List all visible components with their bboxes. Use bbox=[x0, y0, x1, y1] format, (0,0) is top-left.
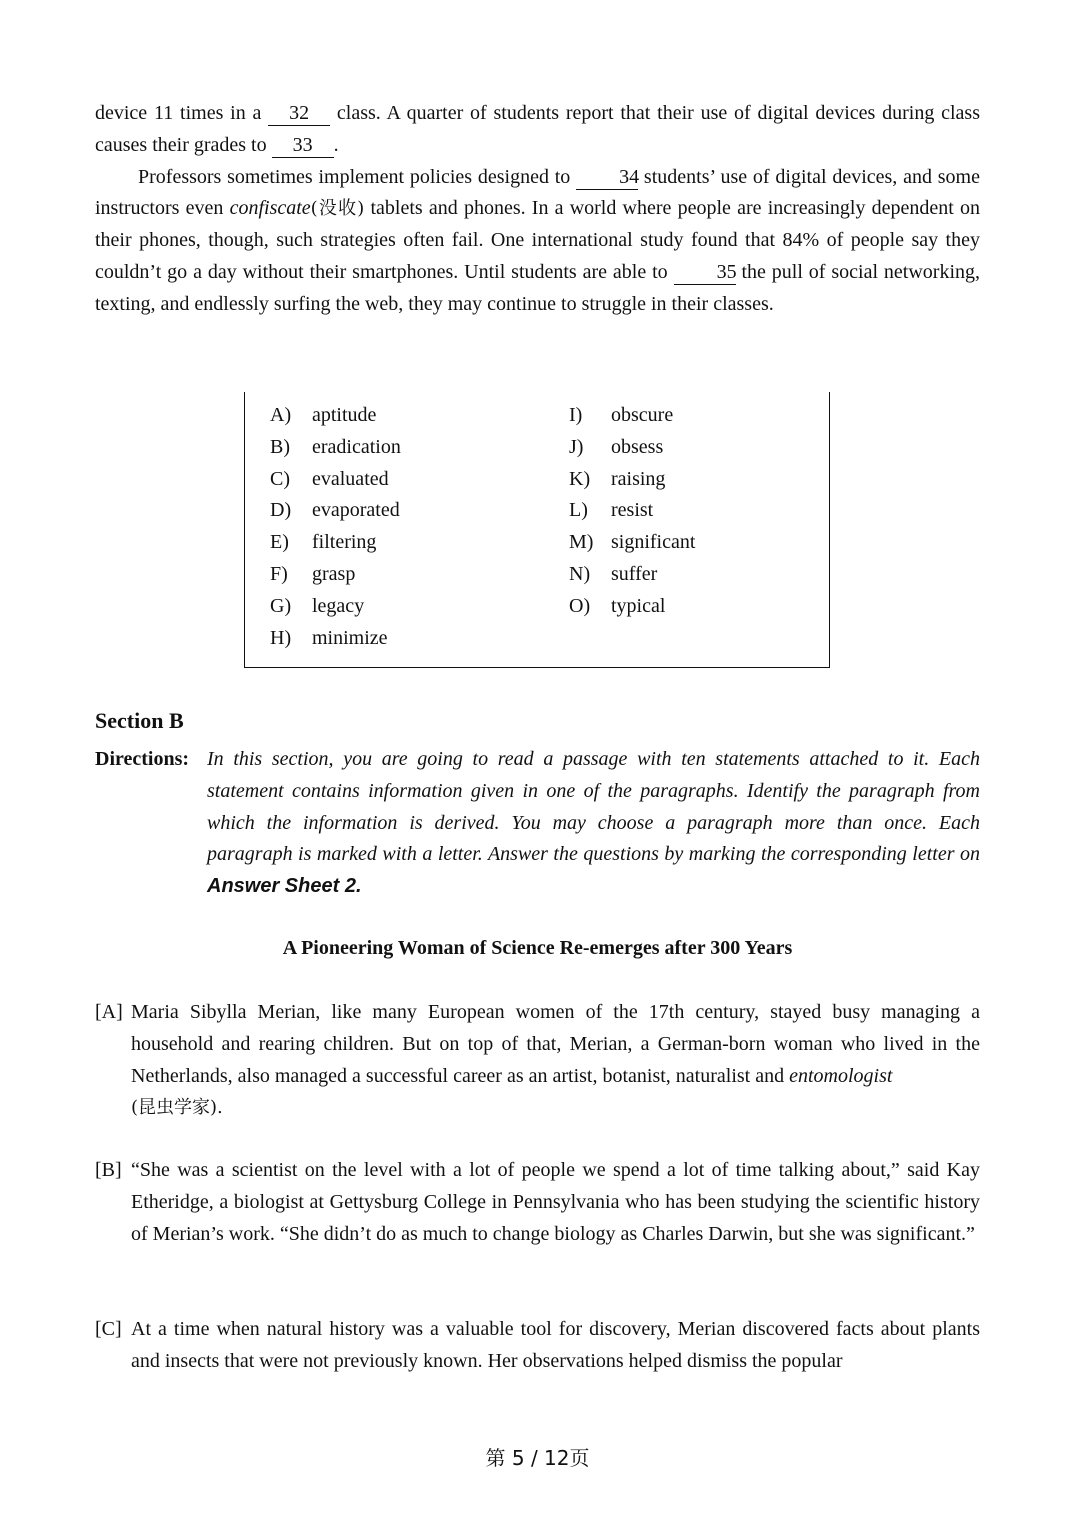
directions-body: In this section, you are going to read a passage with ten statements attached to it. Each statement contains information given in one of the paragraphs. Identify the paragraph from which the information is derived. You may choose a paragraph more than once. Each paragraph is marked with a letter. Answer the questions by marking the corresponding letter on bbox=[207, 748, 980, 866]
paragraph-tag: [C] bbox=[95, 1318, 122, 1340]
section-b-title: Section B bbox=[95, 708, 184, 733]
word-option bbox=[569, 527, 695, 559]
option-word: evaluated bbox=[312, 467, 389, 490]
word-option bbox=[270, 432, 401, 464]
text-run: Professors sometimes implement policies designed to bbox=[138, 165, 577, 188]
option-word: legacy bbox=[312, 594, 365, 617]
word-option bbox=[270, 464, 401, 496]
passage-a-paragraph-1 bbox=[95, 98, 980, 162]
option-letter: C) bbox=[270, 467, 290, 490]
text-run: device 11 times in a bbox=[95, 102, 269, 124]
word-bank-left-column bbox=[270, 400, 401, 654]
word-option bbox=[569, 591, 695, 623]
blank-32: 32 bbox=[268, 101, 330, 126]
option-word: resist bbox=[611, 499, 654, 522]
paragraph-b bbox=[95, 1155, 980, 1250]
paragraph-tag: [A] bbox=[95, 1001, 123, 1023]
term-confiscate: confiscate bbox=[229, 197, 311, 220]
word-option bbox=[569, 495, 695, 527]
passage-a bbox=[95, 98, 980, 321]
passage-a-paragraph-2 bbox=[95, 162, 980, 321]
option-word: grasp bbox=[312, 562, 356, 585]
page-number: 第 5 / 12页 bbox=[485, 1446, 590, 1470]
option-word: obscure bbox=[611, 404, 674, 426]
blank-34: 34 bbox=[576, 165, 638, 190]
word-option bbox=[270, 623, 401, 655]
option-word: obsess bbox=[611, 435, 664, 458]
blank-33: 33 bbox=[272, 133, 334, 158]
option-word: eradication bbox=[312, 435, 401, 458]
chinese-gloss: (没收) bbox=[310, 198, 365, 220]
word-option bbox=[569, 400, 695, 432]
word-bank-right-column bbox=[569, 400, 695, 623]
directions-label: Directions: bbox=[95, 748, 190, 770]
text-run: Maria Sibylla Merian, like many European women of the 17th century, stayed busy managing a household and rearing children. But on top of that, Merian, a German-born woman who lived in the Netherlands, also managed a successful career as an artist, botanist, naturalist and bbox=[131, 1001, 980, 1087]
option-word: minimize bbox=[312, 626, 388, 649]
option-word: typical bbox=[611, 594, 666, 617]
directions-text bbox=[207, 744, 980, 903]
text-run: students’ use of digital devices, and some instructors even bbox=[95, 165, 980, 220]
option-letter: B) bbox=[270, 435, 290, 458]
option-letter: A) bbox=[270, 404, 292, 426]
option-letter: I) bbox=[569, 404, 583, 426]
option-word: filtering bbox=[312, 531, 377, 554]
option-word: evaporated bbox=[312, 499, 400, 522]
paragraph-tag: [B] bbox=[95, 1159, 122, 1181]
option-word: suffer bbox=[611, 562, 658, 585]
option-letter: K) bbox=[569, 467, 591, 490]
word-option bbox=[270, 559, 401, 591]
option-letter: D) bbox=[270, 499, 292, 522]
paragraph-a bbox=[95, 997, 980, 1124]
term-entomologist: entomologist bbox=[789, 1064, 893, 1087]
option-letter: G) bbox=[270, 594, 292, 617]
paragraph-text bbox=[131, 997, 980, 1124]
text-run: class. A quarter of students report that their use of digital devices during class causes their grades to bbox=[95, 102, 980, 156]
option-letter: O) bbox=[569, 594, 591, 617]
word-option bbox=[569, 432, 695, 464]
answer-sheet-ref: Answer Sheet 2. bbox=[207, 875, 362, 898]
option-letter: N) bbox=[569, 562, 591, 585]
passage-title: A Pioneering Woman of Science Re-emerges after 300 Years bbox=[282, 937, 793, 959]
option-letter: E) bbox=[270, 531, 289, 554]
word-option bbox=[270, 591, 401, 623]
option-word: aptitude bbox=[312, 404, 377, 426]
text-run: tablets and phones. In a world where people are increasingly dependent on their phones, though, such strategies often fail. One international study found that 84% of people say they couldn’t go a day without their smartphones. Until students are able to bbox=[95, 197, 981, 283]
option-letter: J) bbox=[569, 435, 584, 458]
blank-35: 35 bbox=[674, 260, 736, 285]
option-letter: M) bbox=[569, 531, 594, 554]
text-run: . bbox=[333, 133, 339, 156]
paragraph-text: “She was a scientist on the level with a lot of people we spend a lot of time talking about,” said Kay Etheridge, a biologist at Gettysburg College in Pennsylvania who has been studying the scientific history of Merian’s work. “She didn’t do as much to change biology as Charles Darwin, but she was significant.” bbox=[131, 1159, 980, 1245]
paragraph-c bbox=[95, 1314, 980, 1378]
option-word: significant bbox=[611, 531, 696, 554]
word-option bbox=[270, 527, 401, 559]
option-letter: H) bbox=[270, 626, 292, 649]
word-option bbox=[270, 400, 401, 432]
chinese-gloss: (昆虫学家). bbox=[131, 1097, 223, 1119]
option-word: raising bbox=[611, 467, 666, 490]
word-option bbox=[569, 559, 695, 591]
word-option bbox=[569, 464, 695, 496]
word-bank-box bbox=[244, 392, 830, 668]
option-letter: F) bbox=[270, 562, 288, 585]
word-option bbox=[270, 495, 401, 527]
paragraph-text: At a time when natural history was a valuable tool for discovery, Merian discovered facts about plants and insects that were not previously known. Her observations helped dismiss the popular bbox=[131, 1318, 980, 1372]
text-run: the pull of social networking, texting, and endlessly surfing the web, they may continue to struggle in their classes. bbox=[95, 260, 980, 315]
option-letter: L) bbox=[569, 499, 588, 522]
